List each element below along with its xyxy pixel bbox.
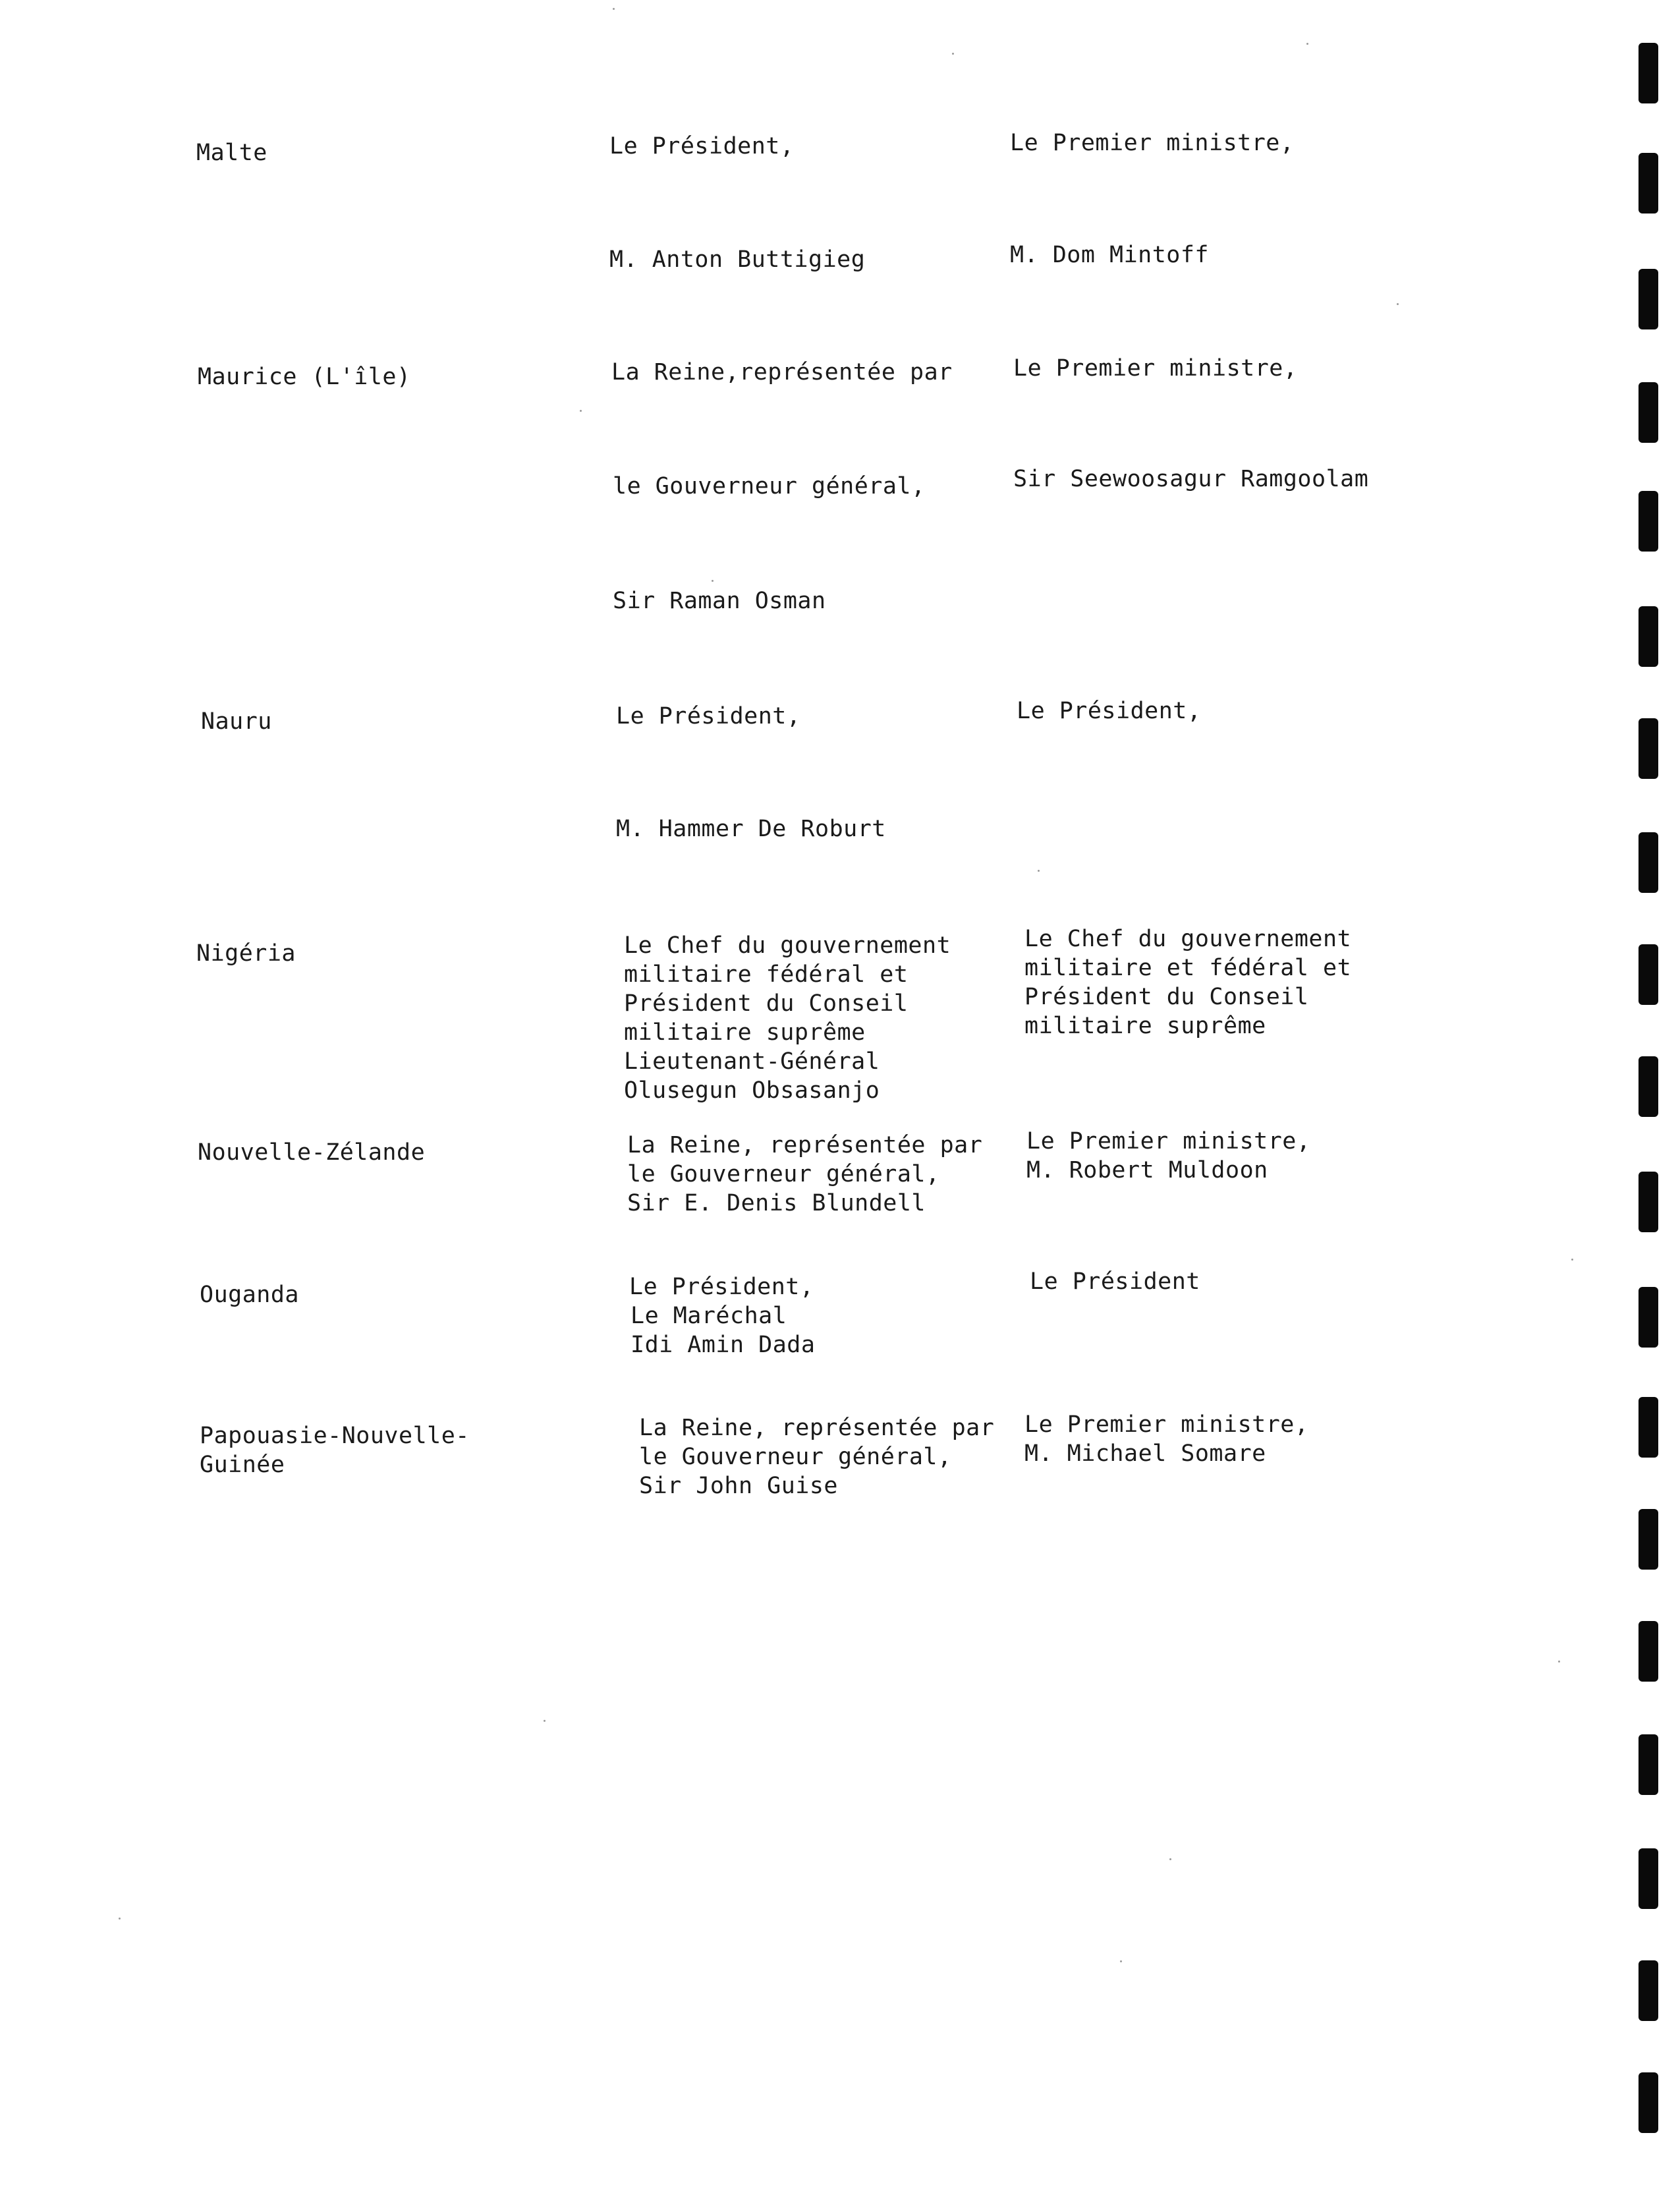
signatory-block-line: militaire fédéral et — [624, 961, 909, 988]
binding-hole-mark — [1638, 1734, 1658, 1795]
scan-speck — [119, 1918, 121, 1920]
scan-speck — [1571, 1259, 1573, 1261]
signatory-block-line: La Reine, représentée par — [627, 1132, 983, 1158]
signatory-title: Le Premier ministre, — [1010, 130, 1295, 156]
signatory-title: Le Président — [1030, 1268, 1200, 1295]
signatory-name: M. Dom Mintoff — [1010, 242, 1210, 268]
scan-speck — [1169, 1858, 1171, 1860]
signatory-block-line: militaire et fédéral et — [1024, 955, 1352, 981]
scan-speck — [544, 1720, 546, 1722]
signatory-block-line: Le Chef du gouvernement — [624, 932, 951, 959]
signatory-title: Le Premier ministre, — [1013, 355, 1298, 382]
signatory-title: Le Premier ministre, — [1024, 1411, 1309, 1438]
binding-hole-mark — [1638, 491, 1658, 552]
signatory-block-line: Lieutenant-Général — [624, 1048, 880, 1075]
signatory-title: La Reine,représentée par — [611, 359, 953, 385]
scan-speck — [1558, 1661, 1560, 1663]
binding-hole-mark — [1638, 832, 1658, 893]
binding-hole-mark — [1638, 2072, 1658, 2133]
country-name: Malte — [196, 140, 267, 166]
scan-speck — [1397, 303, 1399, 305]
binding-hole-mark — [1638, 43, 1658, 103]
scan-speck — [952, 53, 954, 55]
signatory-name: M. Michael Somare — [1024, 1440, 1266, 1467]
scan-speck — [580, 410, 582, 412]
country-name: Papouasie-Nouvelle- — [200, 1423, 470, 1449]
signatory-name: M. Robert Muldoon — [1026, 1157, 1268, 1183]
signatory-title: le Gouverneur général, — [613, 473, 926, 499]
binding-hole-mark — [1638, 944, 1658, 1005]
signatory-name: Sir John Guise — [639, 1473, 839, 1499]
scan-speck — [1120, 1960, 1122, 1962]
binding-hole-mark — [1638, 1056, 1658, 1117]
signatory-block-line: La Reine, représentée par — [639, 1415, 995, 1441]
country-name: Nouvelle-Zélande — [198, 1139, 426, 1166]
binding-hole-mark — [1638, 718, 1658, 779]
country-name: Nigéria — [196, 940, 296, 967]
scan-speck — [712, 580, 714, 582]
country-name: Maurice (L'île) — [198, 364, 411, 390]
signatory-name: Idi Amin Dada — [630, 1332, 816, 1358]
scan-speck — [1306, 43, 1308, 45]
binding-hole-mark — [1638, 269, 1658, 329]
binding-hole-mark — [1638, 1509, 1658, 1570]
signatory-block-line: le Gouverneur général, — [627, 1161, 940, 1187]
country-name-line2: Guinée — [200, 1452, 285, 1478]
country-name: Ouganda — [200, 1282, 300, 1308]
signatory-block-line: militaire suprême — [624, 1019, 866, 1046]
signatory-block-line: militaire suprême — [1024, 1013, 1266, 1039]
binding-hole-mark — [1638, 1397, 1658, 1458]
scan-speck — [1038, 870, 1040, 872]
binding-hole-mark — [1638, 1172, 1658, 1232]
scan-speck — [613, 8, 615, 10]
binding-hole-mark — [1638, 1621, 1658, 1682]
signatory-name: Sir E. Denis Blundell — [627, 1190, 926, 1216]
signatory-title: Le Président, — [609, 133, 795, 159]
signatory-title: Le Président, — [616, 703, 801, 729]
signatory-block-line: Le Président, — [629, 1274, 814, 1300]
signatory-block-line: le Gouverneur général, — [639, 1444, 952, 1470]
signatory-name: Olusegun Obsasanjo — [624, 1077, 880, 1104]
signatory-title: Le Président, — [1017, 698, 1202, 724]
binding-hole-mark — [1638, 606, 1658, 667]
binding-hole-mark — [1638, 1848, 1658, 1909]
country-name: Nauru — [201, 708, 272, 735]
signatory-title: Le Premier ministre, — [1026, 1128, 1311, 1154]
signatory-block-line: Le Chef du gouvernement — [1024, 926, 1352, 952]
binding-hole-mark — [1638, 153, 1658, 213]
signatory-name: M. Anton Buttigieg — [609, 246, 866, 273]
signatory-name: Sir Raman Osman — [613, 588, 826, 614]
binding-hole-mark — [1638, 382, 1658, 443]
signatory-name: M. Hammer De Roburt — [616, 816, 886, 842]
signatory-block-line: Président du Conseil — [1024, 984, 1309, 1010]
binding-hole-mark — [1638, 1287, 1658, 1348]
signatory-block-line: Le Maréchal — [630, 1303, 787, 1329]
signatory-name: Sir Seewoosagur Ramgoolam — [1013, 466, 1369, 492]
binding-hole-mark — [1638, 1960, 1658, 2021]
signatory-block-line: Président du Conseil — [624, 990, 909, 1017]
